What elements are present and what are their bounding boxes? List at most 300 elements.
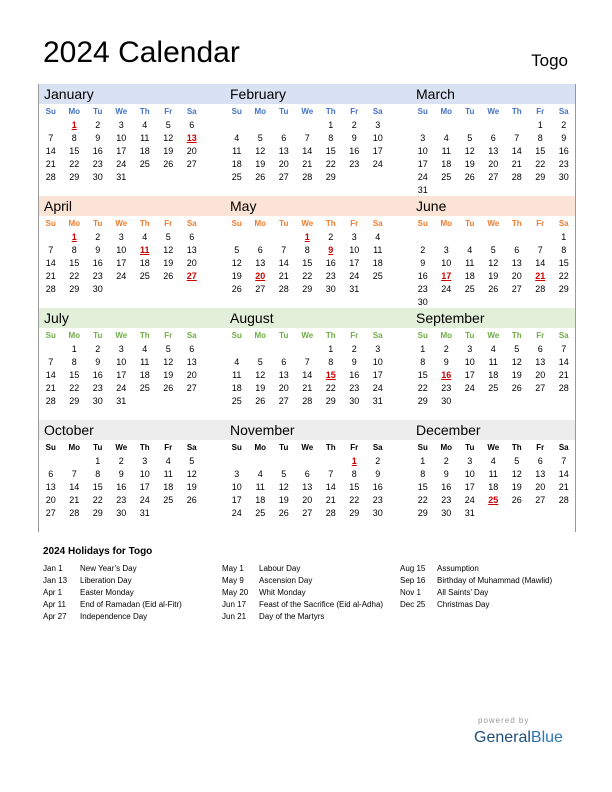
weekday-label: Th: [511, 219, 522, 228]
day-cell: 3: [420, 133, 426, 143]
day-cell: 14: [302, 146, 313, 156]
holiday-item: [43, 575, 213, 587]
day-cell: 4: [490, 456, 496, 466]
weekday-label: Su: [417, 107, 428, 116]
day-cell: 18: [139, 370, 150, 380]
weekday-label: Sa: [558, 107, 569, 116]
week-row: [411, 270, 575, 283]
day-cell: 17: [349, 258, 360, 268]
day-cell: 30: [325, 284, 336, 294]
holiday-date: Nov 1: [400, 588, 421, 597]
day-cell: 15: [69, 146, 80, 156]
day-cell: 6: [537, 456, 543, 466]
weekday-label: Th: [325, 443, 336, 452]
month-block: [225, 420, 411, 532]
weekday-label: Fr: [164, 107, 173, 116]
day-cell: 21: [302, 159, 313, 169]
weekday-label: Fr: [164, 219, 173, 228]
day-cell: 4: [142, 120, 148, 130]
weekday-label: Su: [417, 443, 428, 452]
day-cell: 31: [464, 508, 475, 518]
day-cell: 28: [511, 172, 522, 182]
day-cell: 28: [535, 284, 546, 294]
day-cell: 24: [116, 159, 127, 169]
day-cell: [435, 231, 459, 244]
day-cell: 25: [231, 172, 242, 182]
day-cell: 5: [165, 344, 171, 354]
day-cell: 5: [467, 133, 473, 143]
day-cell: 8: [95, 469, 101, 479]
holiday-date: Aug 15: [400, 564, 426, 573]
day-cell: [529, 231, 553, 244]
day-cell: [458, 231, 482, 244]
day-cell: 12: [511, 469, 522, 479]
day-cell: 6: [257, 245, 263, 255]
day-cell: 16: [441, 482, 452, 492]
day-cell: 20: [535, 370, 546, 380]
day-cell: 21: [558, 370, 569, 380]
day-cell: 26: [255, 172, 266, 182]
day-cell: 16: [349, 370, 360, 380]
holiday-item: [43, 587, 213, 599]
day-cell: 29: [417, 508, 428, 518]
weekday-header: [411, 105, 575, 119]
calendar-grid: [38, 84, 576, 532]
day-cell: 7: [71, 469, 77, 479]
day-cell: 16: [92, 258, 103, 268]
day-cell: [272, 455, 296, 468]
day-cell: 12: [186, 469, 197, 479]
day-cell: [157, 171, 181, 184]
day-cell: 23: [558, 159, 569, 169]
day-cell: 26: [278, 508, 289, 518]
day-cell: 16: [372, 482, 383, 492]
day-cell: [249, 455, 273, 468]
day-cell: 29: [302, 284, 313, 294]
day-cell: 12: [163, 133, 174, 143]
day-cell: 14: [278, 258, 289, 268]
day-cell: 1: [561, 232, 567, 242]
holiday-date: Apr 11: [43, 600, 66, 609]
month-block: [411, 420, 575, 532]
day-cell: 25: [441, 172, 452, 182]
weekday-label: Th: [325, 107, 336, 116]
day-cell: 17: [372, 146, 383, 156]
day-cell: 8: [420, 357, 426, 367]
holiday-item: [222, 563, 392, 575]
weekday-label: Mo: [440, 107, 453, 116]
day-cell: [133, 283, 157, 296]
holiday-date: May 20: [222, 588, 249, 597]
week-row: [411, 507, 575, 520]
day-cell: 14: [535, 258, 546, 268]
day-cell: 25: [139, 159, 150, 169]
week-row: [225, 145, 411, 158]
quarter-row: [39, 308, 575, 420]
day-cell: 19: [186, 482, 197, 492]
holiday-name: Assumption: [437, 564, 479, 573]
weekday-label: Th: [325, 219, 336, 228]
weekday-label: We: [115, 219, 128, 228]
holiday-day-cell: 15: [325, 370, 336, 380]
day-cell: 10: [464, 357, 475, 367]
day-cell: 18: [163, 482, 174, 492]
month-name: August: [225, 308, 411, 328]
holiday-date: May 1: [222, 564, 244, 573]
day-cell: 20: [535, 482, 546, 492]
holiday-name: Feast of the Sacrifice (Eid al-Adha): [259, 600, 384, 609]
day-cell: 12: [163, 245, 174, 255]
month-name: April: [39, 196, 225, 216]
holiday-item: [400, 563, 580, 575]
day-cell: 10: [116, 133, 127, 143]
holiday-item: [43, 599, 213, 611]
week-row: [39, 231, 225, 244]
weekday-label: Su: [417, 219, 428, 228]
day-cell: 12: [464, 146, 475, 156]
day-cell: 23: [349, 159, 360, 169]
weekday-label: Fr: [536, 219, 545, 228]
day-cell: [482, 231, 506, 244]
day-cell: 14: [511, 146, 522, 156]
day-cell: 15: [302, 258, 313, 268]
day-cell: 30: [372, 508, 383, 518]
day-cell: 16: [116, 482, 127, 492]
day-cell: 21: [278, 271, 289, 281]
weekday-label: Mo: [68, 331, 81, 340]
day-cell: [411, 119, 435, 132]
month-name: July: [39, 308, 225, 328]
day-cell: [296, 343, 320, 356]
weekday-label: We: [301, 331, 314, 340]
weekday-label: Tu: [465, 331, 475, 340]
weekday-label: Tu: [93, 443, 103, 452]
weekday-label: Tu: [465, 443, 475, 452]
day-cell: 10: [116, 245, 127, 255]
weekday-label: Su: [231, 107, 242, 116]
week-row: [39, 158, 225, 171]
week-row: [411, 494, 575, 507]
day-cell: 14: [558, 357, 569, 367]
week-row: [411, 257, 575, 270]
day-cell: 6: [189, 344, 195, 354]
day-cell: 1: [328, 344, 334, 354]
month-name: February: [225, 84, 411, 104]
day-cell: 16: [417, 271, 428, 281]
day-cell: [225, 455, 249, 468]
month-name: January: [39, 84, 225, 104]
day-cell: 13: [511, 258, 522, 268]
day-cell: [343, 171, 367, 184]
day-cell: 4: [165, 456, 171, 466]
day-cell: 8: [304, 245, 310, 255]
week-row: [411, 455, 575, 468]
day-cell: 30: [92, 396, 103, 406]
day-cell: 23: [441, 495, 452, 505]
weekday-label: We: [115, 443, 128, 452]
weekday-label: Mo: [254, 443, 267, 452]
day-cell: 9: [443, 357, 449, 367]
holiday-name: Birthday of Muhammad (Mawlid): [437, 576, 553, 585]
day-cell: 23: [116, 495, 127, 505]
day-cell: 12: [255, 146, 266, 156]
day-cell: 25: [139, 383, 150, 393]
day-cell: 7: [281, 245, 287, 255]
weekday-label: Sa: [186, 107, 197, 116]
day-cell: 20: [511, 271, 522, 281]
day-cell: [319, 455, 343, 468]
week-row: [225, 382, 411, 395]
day-cell: 26: [255, 396, 266, 406]
day-cell: 30: [441, 508, 452, 518]
day-cell: [249, 119, 273, 132]
day-cell: 2: [95, 344, 101, 354]
day-cell: [180, 507, 204, 520]
holiday-date: May 9: [222, 576, 244, 585]
weekday-label: We: [301, 219, 314, 228]
holiday-day-cell: 27: [186, 271, 197, 281]
day-cell: 8: [328, 133, 334, 143]
week-row: [411, 343, 575, 356]
week-row: [411, 171, 575, 184]
month-block: [39, 420, 225, 532]
week-row: [411, 132, 575, 145]
week-row: [39, 119, 225, 132]
day-cell: 2: [443, 456, 449, 466]
day-cell: 8: [420, 469, 426, 479]
day-cell: 5: [234, 245, 240, 255]
holiday-day-cell: 1: [351, 456, 357, 466]
day-cell: 20: [186, 146, 197, 156]
weekday-label: We: [115, 107, 128, 116]
day-cell: 4: [234, 133, 240, 143]
weekday-label: We: [487, 107, 500, 116]
day-cell: 18: [231, 383, 242, 393]
week-row: [225, 119, 411, 132]
day-cell: 4: [375, 232, 381, 242]
day-cell: 30: [92, 284, 103, 294]
day-cell: 14: [302, 370, 313, 380]
day-cell: 2: [328, 232, 334, 242]
month-block: [39, 196, 225, 308]
day-cell: [296, 119, 320, 132]
day-cell: 20: [302, 495, 313, 505]
day-cell: 24: [372, 383, 383, 393]
day-cell: 24: [464, 495, 475, 505]
day-cell: 27: [535, 383, 546, 393]
day-cell: [529, 395, 553, 408]
week-row: [225, 231, 411, 244]
holiday-day-cell: 13: [186, 133, 197, 143]
day-cell: 1: [420, 344, 426, 354]
day-cell: 24: [231, 508, 242, 518]
quarter-row: [39, 420, 575, 532]
day-cell: 21: [511, 159, 522, 169]
day-cell: 11: [488, 357, 498, 367]
day-cell: 6: [537, 344, 543, 354]
day-cell: 9: [95, 245, 101, 255]
day-cell: 8: [537, 133, 543, 143]
day-cell: 23: [349, 383, 360, 393]
week-row: [39, 356, 225, 369]
day-cell: 4: [467, 245, 473, 255]
day-cell: 14: [325, 482, 336, 492]
day-cell: 27: [302, 508, 313, 518]
day-cell: 3: [375, 344, 381, 354]
day-cell: 29: [417, 396, 428, 406]
week-row: [225, 343, 411, 356]
day-cell: 20: [488, 159, 499, 169]
day-cell: 21: [558, 482, 569, 492]
day-cell: 31: [139, 508, 150, 518]
weekday-label: We: [487, 331, 500, 340]
day-cell: 9: [351, 357, 357, 367]
day-cell: 1: [420, 456, 426, 466]
day-cell: 23: [92, 159, 103, 169]
day-cell: 13: [255, 258, 266, 268]
day-cell: 4: [142, 344, 148, 354]
day-cell: 13: [535, 357, 546, 367]
day-cell: 2: [375, 456, 381, 466]
day-cell: 11: [232, 146, 242, 156]
month-name: March: [411, 84, 575, 104]
day-cell: 2: [443, 344, 449, 354]
day-cell: 3: [118, 344, 124, 354]
day-cell: 25: [163, 495, 174, 505]
day-cell: 10: [441, 258, 452, 268]
day-cell: 25: [488, 383, 499, 393]
day-cell: [552, 507, 576, 520]
weekday-label: Mo: [68, 219, 81, 228]
day-cell: [180, 395, 204, 408]
day-cell: 16: [349, 146, 360, 156]
day-cell: 20: [278, 383, 289, 393]
day-cell: 29: [69, 284, 80, 294]
week-row: [39, 171, 225, 184]
day-cell: [39, 119, 63, 132]
weekday-label: Th: [325, 331, 336, 340]
weekday-label: Su: [417, 331, 428, 340]
day-cell: [505, 395, 529, 408]
weekday-label: Sa: [558, 219, 569, 228]
week-row: [411, 283, 575, 296]
holidays-column-3: [400, 563, 580, 611]
holiday-name: New Year’s Day: [80, 564, 137, 573]
day-cell: 29: [69, 396, 80, 406]
day-cell: 19: [278, 495, 289, 505]
weekday-label: Sa: [372, 107, 383, 116]
day-cell: 15: [349, 482, 360, 492]
day-cell: 28: [45, 172, 56, 182]
day-cell: 23: [325, 271, 336, 281]
day-cell: 19: [255, 159, 266, 169]
weekday-label: Sa: [186, 331, 197, 340]
day-cell: 9: [95, 357, 101, 367]
holiday-date: Apr 1: [43, 588, 63, 597]
day-cell: 4: [234, 357, 240, 367]
day-cell: 31: [372, 396, 383, 406]
week-row: [39, 343, 225, 356]
day-cell: 23: [92, 383, 103, 393]
day-cell: 13: [186, 245, 197, 255]
month-block: [225, 196, 411, 308]
weekday-label: Su: [45, 443, 56, 452]
holiday-day-cell: 11: [139, 245, 150, 255]
day-cell: 2: [351, 344, 357, 354]
holiday-item: [400, 575, 580, 587]
week-row: [225, 257, 411, 270]
day-cell: 3: [375, 120, 381, 130]
day-cell: 22: [69, 159, 80, 169]
day-cell: 15: [92, 482, 103, 492]
day-cell: 2: [351, 120, 357, 130]
weekday-label: Mo: [440, 443, 453, 452]
day-cell: 4: [490, 344, 496, 354]
week-row: [411, 468, 575, 481]
day-cell: 27: [488, 172, 499, 182]
weekday-label: Th: [139, 107, 150, 116]
day-cell: [505, 119, 529, 132]
day-cell: 3: [234, 469, 240, 479]
day-cell: 15: [69, 258, 80, 268]
generalblue-logo[interactable]: [474, 729, 563, 747]
day-cell: 26: [231, 284, 242, 294]
holiday-day-cell: 17: [441, 271, 452, 281]
day-cell: 19: [163, 370, 174, 380]
weekday-label: Mo: [254, 219, 267, 228]
weekday-label: Sa: [186, 443, 197, 452]
month-name: November: [225, 420, 411, 440]
day-cell: 7: [561, 344, 567, 354]
day-cell: 8: [71, 245, 77, 255]
week-row: [411, 369, 575, 382]
weekday-label: Tu: [93, 219, 103, 228]
day-cell: 10: [417, 146, 428, 156]
day-cell: 31: [349, 284, 360, 294]
holiday-item: [222, 575, 392, 587]
week-row: [39, 507, 225, 520]
holiday-date: Jun 17: [222, 600, 247, 609]
day-cell: 10: [231, 482, 242, 492]
day-cell: 26: [163, 159, 174, 169]
day-cell: 16: [325, 258, 336, 268]
day-cell: 3: [142, 456, 148, 466]
day-cell: 17: [231, 495, 242, 505]
week-row: [411, 395, 575, 408]
week-row: [39, 257, 225, 270]
day-cell: 2: [95, 120, 101, 130]
weekday-header: [39, 105, 225, 119]
week-row: [39, 481, 225, 494]
day-cell: 26: [163, 383, 174, 393]
day-cell: 28: [302, 172, 313, 182]
weekday-label: Mo: [254, 107, 267, 116]
weekday-label: Th: [511, 331, 522, 340]
weekday-label: Th: [511, 107, 522, 116]
day-cell: 24: [116, 383, 127, 393]
week-row: [225, 356, 411, 369]
day-cell: 19: [511, 482, 522, 492]
weekday-label: Mo: [440, 219, 453, 228]
day-cell: 30: [441, 396, 452, 406]
day-cell: 7: [304, 133, 310, 143]
day-cell: [133, 395, 157, 408]
day-cell: 16: [92, 370, 103, 380]
holiday-name: Whit Monday: [259, 588, 306, 597]
weekday-label: Th: [139, 219, 150, 228]
day-cell: 30: [92, 172, 103, 182]
holiday-day-cell: 1: [304, 232, 310, 242]
